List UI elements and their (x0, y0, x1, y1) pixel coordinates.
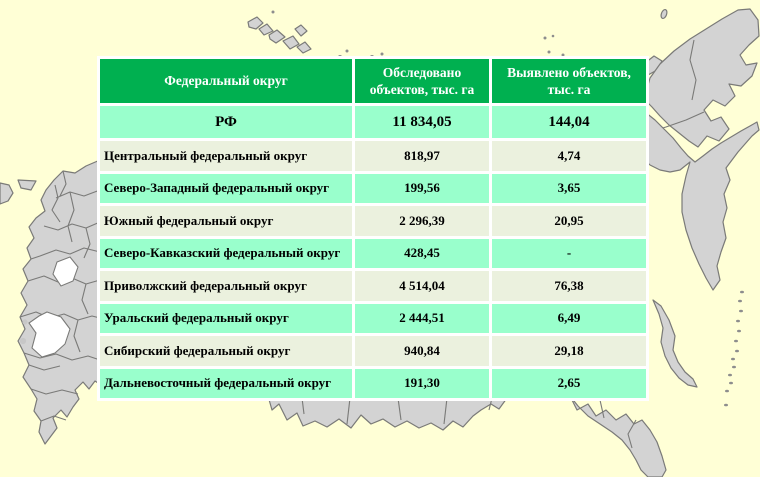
table-row (100, 174, 646, 204)
kuril-islands (724, 291, 744, 407)
surveyed-value: 191,30 (355, 369, 489, 399)
table-row (100, 271, 646, 301)
district-name: Северо-Западный федеральный округ (100, 174, 352, 204)
detected-value: 76,38 (492, 271, 646, 301)
district-name: Центральный федеральный округ (100, 141, 352, 171)
surveyed-value: 199,56 (355, 174, 489, 204)
detected-value: - (492, 239, 646, 269)
district-name: Сибирский федеральный округ (100, 336, 352, 366)
table-row (100, 206, 646, 236)
surveyed-value: 428,45 (355, 239, 489, 269)
district-name: Северо-Кавказский федеральный округ (100, 239, 352, 269)
district-name: Приволжский федеральный округ (100, 271, 352, 301)
surveyed-value: 2 444,51 (355, 304, 489, 334)
table-body (100, 106, 646, 398)
table-row (100, 336, 646, 366)
table-header-row (100, 59, 646, 103)
table-row (100, 304, 646, 334)
detected-value: 3,65 (492, 174, 646, 204)
col-header-detected: Выявлено объектов, тыс. га (492, 59, 646, 103)
surveyed-value: 818,97 (355, 141, 489, 171)
southern-siberia-coast (268, 396, 666, 477)
table-row (100, 141, 646, 171)
district-name: Южный федеральный округ (100, 206, 352, 236)
arctic-islands (248, 9, 668, 59)
detected-value: 4,74 (492, 141, 646, 171)
surveyed-value: 940,84 (355, 336, 489, 366)
table-row (100, 369, 646, 399)
survey-table (97, 56, 649, 401)
detected-value: 29,18 (492, 336, 646, 366)
table-row (100, 239, 646, 269)
district-name: Уральский федеральный округ (100, 304, 352, 334)
detected-value: 6,49 (492, 304, 646, 334)
col-header-surveyed: Обследовано объектов, тыс. га (355, 59, 489, 103)
surveyed-value: 11 834,05 (355, 106, 489, 138)
district-name: РФ (100, 106, 352, 138)
detected-value: 2,65 (492, 369, 646, 399)
surveyed-value: 4 514,04 (355, 271, 489, 301)
table-row (100, 106, 646, 138)
surveyed-value: 2 296,39 (355, 206, 489, 236)
detected-value: 144,04 (492, 106, 646, 138)
detected-value: 20,95 (492, 206, 646, 236)
sakhalin-island (653, 300, 697, 387)
district-name: Дальневосточный федеральный округ (100, 369, 352, 399)
col-header-district: Федеральный округ (100, 59, 352, 103)
